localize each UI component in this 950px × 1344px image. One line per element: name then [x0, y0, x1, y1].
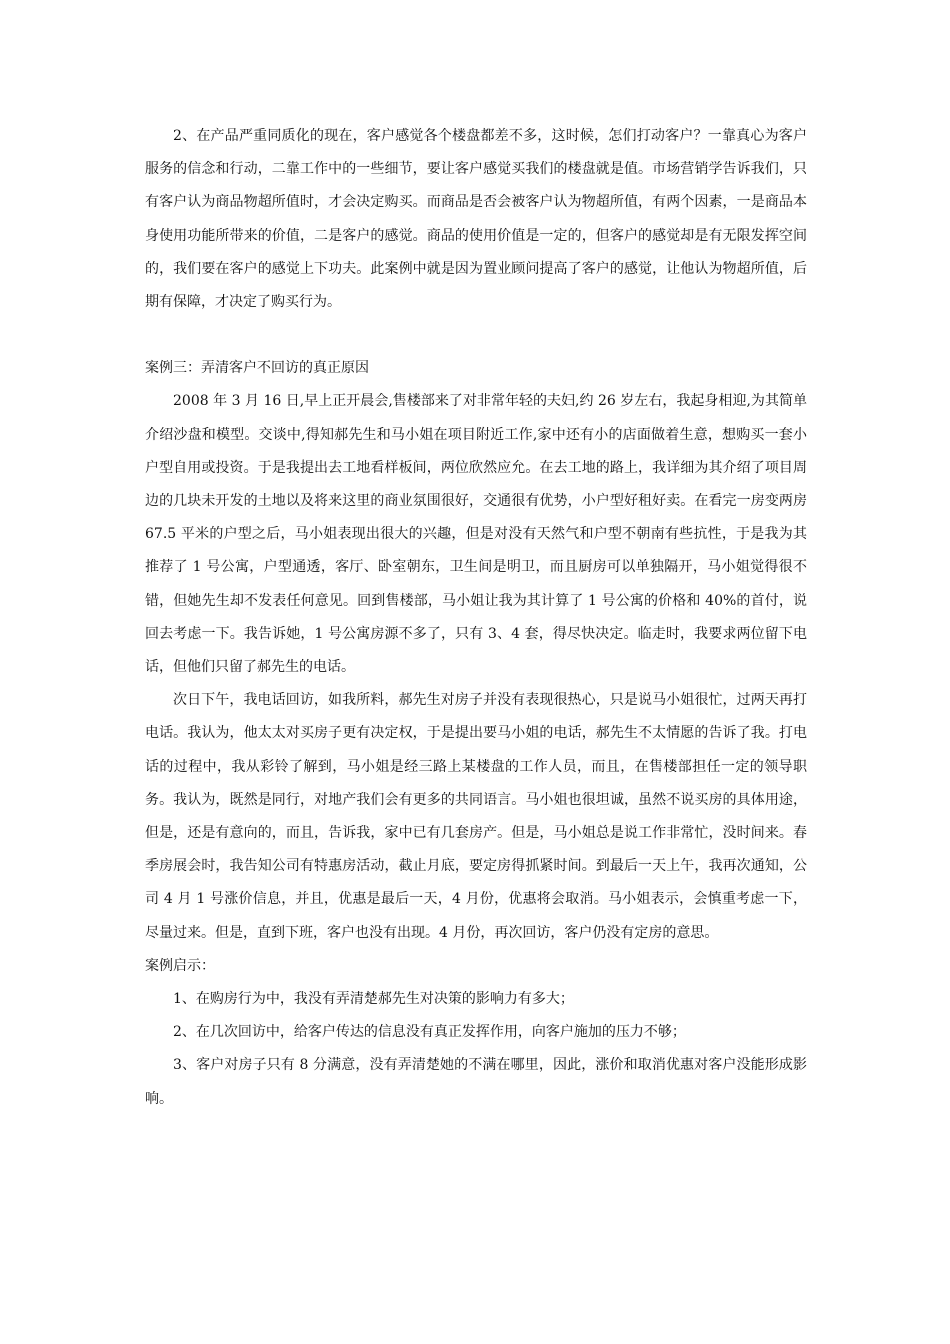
case-paragraph-2: 次日下午，我电话回访，如我所料，郝先生对房子并没有表现很热心，只是说马小姐很忙，过两天再打电话。我认为，他太太对买房子更有决定权，于是提出要马小姐的电话，郝先生不太情愿的告诉了我。打电话的过程中，我从彩铃了解到，马小姐是经三路上某楼盘的工作人员，而且，在售楼部担任一定的领导职务。我认为，既然是同行，对地产我们会有更多的共同语言。马小姐也很坦诚，虽然不说买房的具体用途，但是，还是有意向的，而且，告诉我，家中已有几套房产。但是，马小姐总是说工作非常忙，没时间来。春季房展会时，我告知公司有特惠房活动，截止月底，要定房得抓紧时间。到最后一天上午，我再次通知，公司 4 月 1 号涨价信息，并且，优惠是最后一天，4 月份，优惠将会取消。马小姐表示，会慎重考虑一下，尽量过来。但是，直到下班，客户也没有出现。4 月份，再次回访，客户仍没有定房的意思。 [145, 692, 807, 941]
insight-heading: 案例启示： [145, 957, 215, 974]
insight-item-1: 1、在购房行为中，我没有弄清楚郝先生对决策的影响力有多大； [173, 991, 574, 1008]
section-spacer [145, 319, 807, 352]
document-body [145, 120, 807, 1116]
intro-paragraph: 2、在产品严重同质化的现在，客户感觉各个楼盘都差不多，这时候，怎们打动客户？一靠真心为客户服务的信念和行动，二靠工作中的一些细节，要让客户感觉买我们的楼盘就是值。市场营销学告诉我们，只有客户认为商品物超所值时，才会决定购买。而商品是否会被客户认为物超所值，有两个因素，一是商品本身使用功能所带来的价值，二是客户的感觉。商品的使用价值是一定的，但客户的感觉却是有无限发挥空间的，我们要在客户的感觉上下功夫。此案例中就是因为置业顾问提高了客户的感觉，让他认为物超所值，后期有保障，才决定了购买行为。 [145, 128, 807, 311]
case-paragraph-1: 2008 年 3 月 16 日,早上正开晨会,售楼部来了对非常年轻的夫妇,约 26 岁左右，我起身相迎,为其简单介绍沙盘和模型。交谈中,得知郝先生和马小姐在项目附近工作,家中还有小的店面做着生意，想购买一套小户型自用或投资。于是我提出去工地看样板间，两位欣然应允。在去工地的路上，我详细为其介绍了项目周边的几块未开发的土地以及将来这里的商业氛围很好，交通很有优势，小户型好租好卖。在看完一房变两房 67.5 平米的户型之后，马小姐表现出很大的兴趣，但是对没有天然气和户型不朝南有些抗性，于是我为其推荐了 1 号公寓，户型通透，客厅、卧室朝东，卫生间是明卫，而且厨房可以单独隔开，马小姐觉得很不错，但她先生却不发表任何意见。回到售楼部，马小姐让我为其计算了 1 号公寓的价格和 40%的首付，说回去考虑一下。我告诉她，1 号公寓房源不多了，只有 3、4 套，得尽快决定。临走时，我要求两位留下电话，但他们只留了郝先生的电话。 [145, 393, 807, 676]
insight-item-3: 3、客户对房子只有 8 分满意，没有弄清楚她的不满在哪里，因此，涨价和取消优惠对客户没能形成影响。 [145, 1057, 807, 1107]
insight-item-2: 2、在几次回访中，给客户传达的信息没有真正发挥作用，向客户施加的压力不够； [173, 1024, 686, 1041]
case-heading: 案例三：弄清客户不回访的真正原因 [145, 360, 369, 377]
